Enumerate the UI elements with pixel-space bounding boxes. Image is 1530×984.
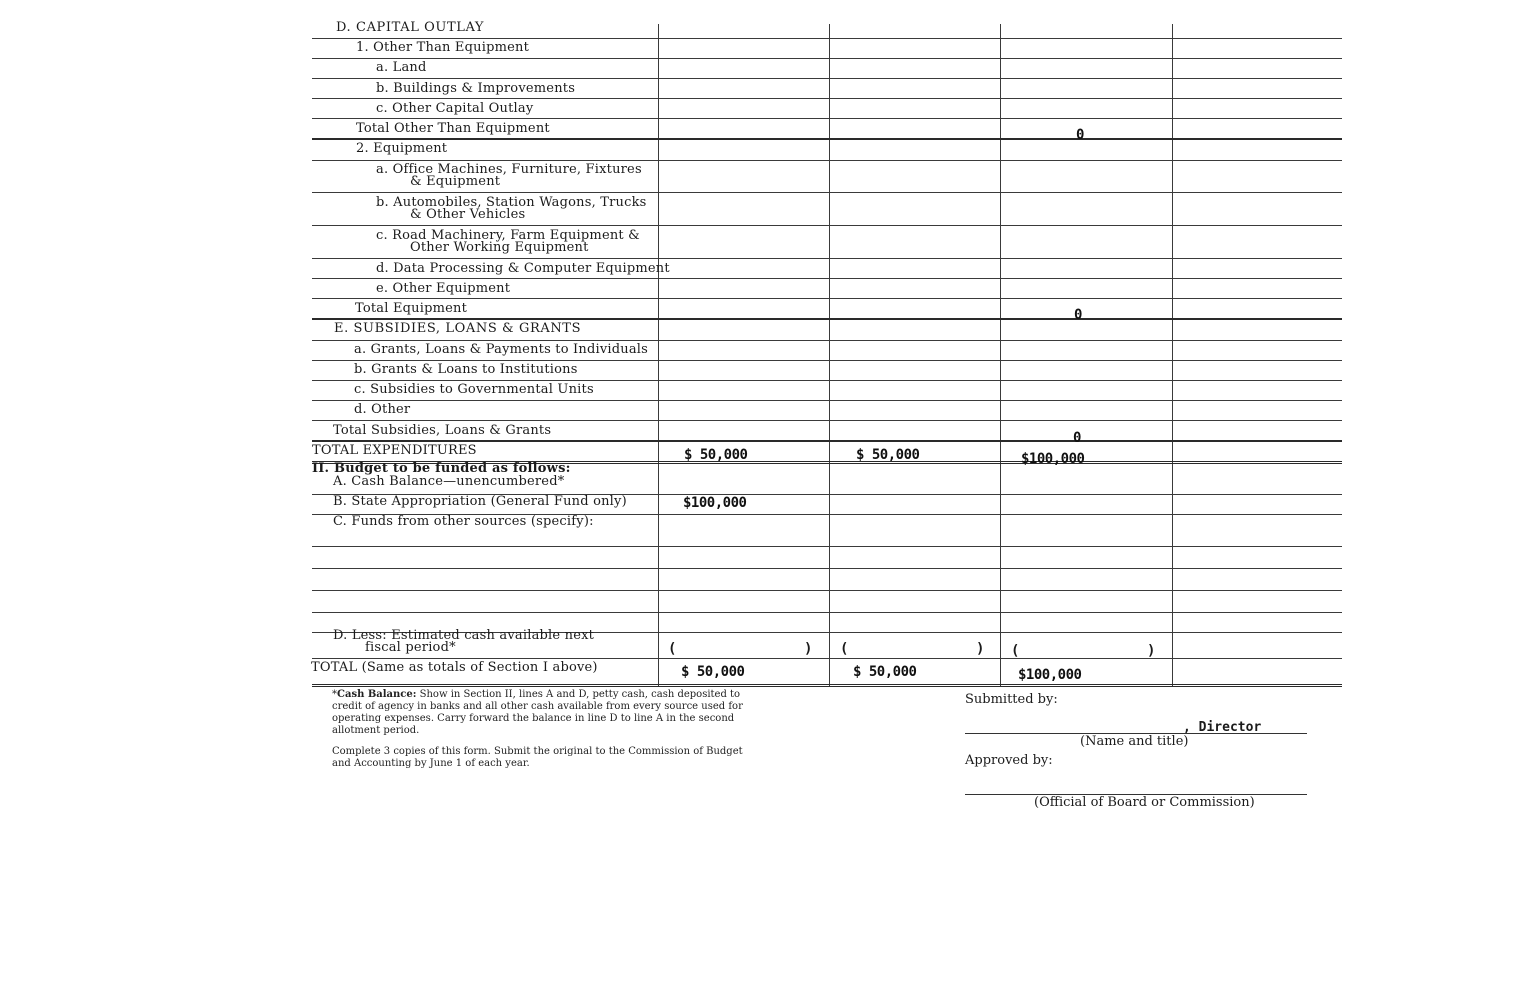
row-blank-3: [312, 590, 1342, 613]
label-capital-outlay: D. CAPITAL OUTLAY: [336, 20, 485, 35]
footnote-cash-balance-term: Cash Balance:: [337, 689, 417, 700]
footnote-cash-balance-text: Show in Section II, lines A and D, petty cash, cash deposited to credit of agency in banks and all other cash available from every source used for operating expenses. Carry forward the balance in line D to line A in the second allotment period.: [332, 689, 743, 736]
label-total-same: TOTAL (Same as totals of Section I above): [311, 660, 598, 675]
row-subsidies-other: [312, 400, 1342, 421]
paren-close-col1: ): [804, 641, 813, 657]
label-state-appropriation: B. State Appropriation (General Fund only): [333, 494, 627, 509]
label-less-estimated-2: fiscal period*: [365, 640, 456, 655]
label-land: a. Land: [376, 60, 427, 75]
footnote-cash-balance: *Cash Balance: Show in Section II, lines A and D, petty cash, cash deposited to credit of agency in banks and all other cash available from every source used for operating expenses. Carry forward the balance in line D to line A in the second allotment period.: [332, 689, 743, 736]
label-subsidies-other: d. Other: [354, 402, 411, 417]
amount-total-col2: $ 50,000: [853, 664, 917, 680]
label-budget-funded: II. Budget to be funded as follows:: [312, 461, 571, 476]
label-data-processing: d. Data Processing & Computer Equipment: [376, 261, 670, 276]
label-subsidies-gov: c. Subsidies to Governmental Units: [354, 382, 594, 397]
approved-by-label: Approved by:: [965, 753, 1053, 768]
amount-state-appropriation-col1: $100,000: [683, 495, 747, 511]
amount-total-expenditures-col2: $ 50,000: [856, 447, 920, 463]
director-title: , Director: [1183, 720, 1262, 735]
paren-close-col3: ): [1147, 643, 1156, 659]
label-road-machinery-2: Other Working Equipment: [410, 240, 589, 255]
label-office-machines-2: & Equipment: [410, 174, 501, 189]
label-less-estimated-1: D. Less: Estimated cash available next: [333, 628, 595, 643]
amount-total-equipment-col3: 0: [1074, 307, 1082, 323]
paren-close-col2: ): [976, 641, 985, 657]
amount-total-subsidies-col3: 0: [1073, 430, 1081, 446]
paren-open-col2: (: [840, 641, 849, 657]
amount-total-expenditures-col3: $100,000: [1021, 451, 1085, 467]
amount-total-col1: $ 50,000: [681, 664, 745, 680]
label-office-machines-1: a. Office Machines, Furniture, Fixtures: [376, 162, 642, 177]
label-other-than-equipment: 1. Other Than Equipment: [356, 40, 530, 55]
label-grants-individuals: a. Grants, Loans & Payments to Individuals: [354, 342, 649, 357]
paren-open-col1: (: [668, 641, 677, 657]
footnote-copies: Complete 3 copies of this form. Submit the original to the Commission of Budget and Accounting by June 1 of each year.: [332, 746, 743, 769]
row-blank-1: [312, 546, 1342, 569]
paren-open-col3: (: [1011, 643, 1020, 659]
row-land: [312, 58, 1342, 79]
label-total-equipment: Total Equipment: [355, 301, 468, 316]
row-blank-2: [312, 568, 1342, 591]
name-and-title-caption: (Name and title): [1080, 734, 1189, 749]
label-automobiles-1: b. Automobiles, Station Wagons, Trucks: [376, 195, 647, 210]
official-caption: (Official of Board or Commission): [1034, 795, 1255, 810]
row-equipment: [312, 140, 1342, 161]
amount-total-other-than-equipment-col3: 0: [1076, 127, 1084, 143]
amount-total-col3: $100,000: [1018, 667, 1082, 683]
label-equipment: 2. Equipment: [356, 141, 448, 156]
label-total-expenditures: TOTAL EXPENDITURES: [312, 443, 477, 458]
label-buildings: b. Buildings & Improvements: [376, 81, 576, 96]
label-total-subsidies: Total Subsidies, Loans & Grants: [333, 423, 552, 438]
label-grants-institutions: b. Grants & Loans to Institutions: [354, 362, 578, 377]
label-funds-other: C. Funds from other sources (specify):: [333, 514, 594, 529]
label-cash-balance: A. Cash Balance—unencumbered*: [333, 474, 565, 489]
label-other-capital: c. Other Capital Outlay: [376, 101, 534, 116]
label-automobiles-2: & Other Vehicles: [410, 207, 526, 222]
label-total-other-than-equipment: Total Other Than Equipment: [356, 121, 550, 136]
amount-total-expenditures-col1: $ 50,000: [684, 447, 748, 463]
submitted-by-label: Submitted by:: [965, 692, 1058, 707]
label-road-machinery-1: c. Road Machinery, Farm Equipment &: [376, 228, 640, 243]
label-other-equipment: e. Other Equipment: [376, 281, 511, 296]
label-subsidies: E. SUBSIDIES, LOANS & GRANTS: [334, 321, 582, 336]
